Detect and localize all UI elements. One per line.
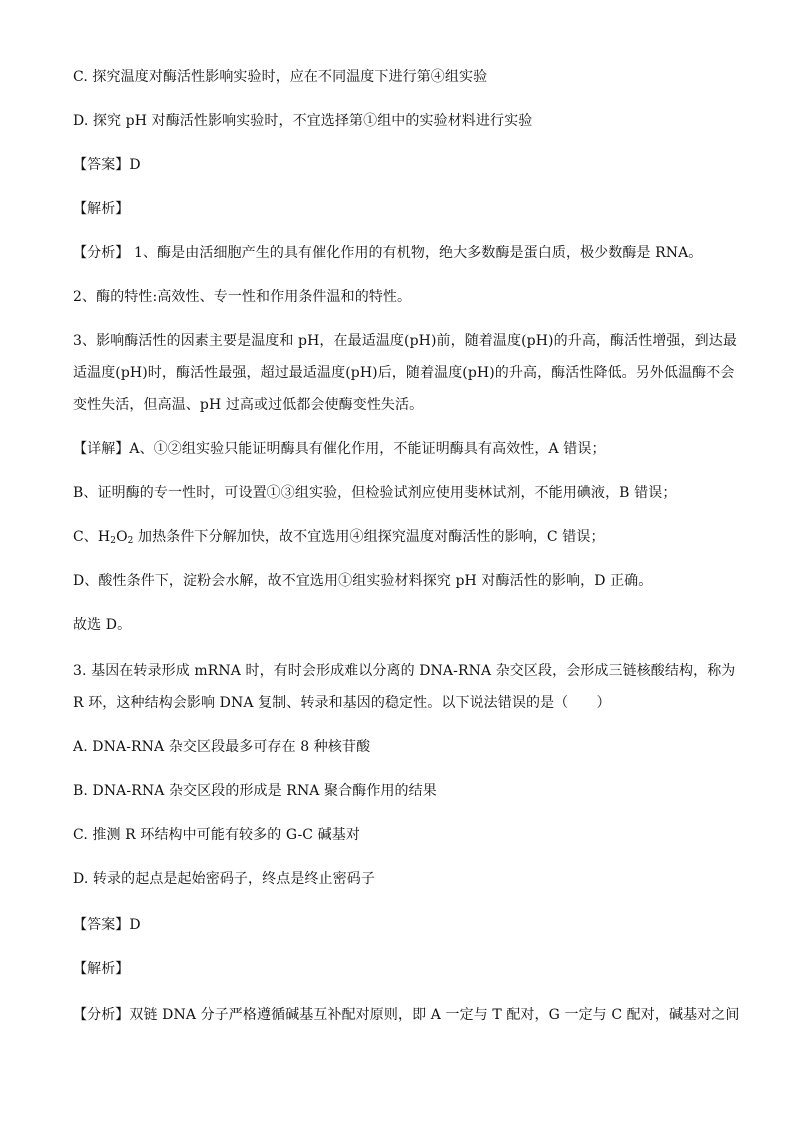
option-b-q3: B. DNA-RNA 杂交区段的形成是 RNA 聚合酶作用的结果 <box>73 783 437 799</box>
conclusion-q2: 故选 D。 <box>73 617 132 633</box>
answer-q3: 【答案】D <box>73 917 141 933</box>
detail-c-pre: C、H <box>73 529 111 545</box>
detail-b: B、证明酶的专一性时，可设置①③组实验，但检验试剂应使用斐林试剂，不能用碘液，B 错误； <box>73 485 677 501</box>
analysis-heading-q2: 【解析】 <box>73 201 130 217</box>
option-d-q3: D. 转录的起点是起始密码子，终点是终止密码子 <box>73 871 375 887</box>
option-a-q3: A. DNA-RNA 杂交区段最多可存在 8 种核苷酸 <box>73 739 371 755</box>
detail-c-sub-2: 2 <box>127 536 134 546</box>
option-c-q3: C. 推测 R 环结构中可能有较多的 G-C 碱基对 <box>73 827 360 843</box>
question-3-line-1: 3. 基因在转录形成 mRNA 时，有时会形成难以分离的 DNA-RNA 杂交区段，会形成三链核酸结构，称为 <box>73 663 736 679</box>
detail-c-mid: O <box>116 529 128 545</box>
analysis-para-3-line-3: 变性失活，但高温、pH 过高或过低都会使酶变性失活。 <box>73 397 424 413</box>
analysis-heading-q3: 【解析】 <box>73 961 130 977</box>
option-c-q2: C. 探究温度对酶活性影响实验时，应在不同温度下进行第④组实验 <box>73 69 488 85</box>
analysis-para-2: 2、酶的特性:高效性、专一性和作用条件温和的特性。 <box>73 289 412 305</box>
detail-c <box>73 526 746 548</box>
analysis-para-1: 【分析】 1、酶是由活细胞产生的具有催化作用的有机物，绝大多数酶是蛋白质，极少数酶是 RNA。 <box>73 245 703 261</box>
answer-q2: 【答案】D <box>73 157 141 173</box>
detail-c-post: 加热条件下分解加快，故不宜选用④组探究温度对酶活性的影响，C 错误； <box>133 529 605 545</box>
detail-a: 【详解】A、①②组实验只能证明酶具有催化作用，不能证明酶具有高效性，A 错误； <box>73 441 606 457</box>
analysis-q3-line-1: 【分析】双链 DNA 分子严格遵循碱基互补配对原则，即 A 一定与 T 配对，G 一定与 C 配对，碱基对之间 <box>73 1007 740 1023</box>
analysis-para-3-line-2: 适温度(pH)时，酶活性最强，超过最适温度(pH)后，随着温度(pH)的升高，酶活性降低。另外低温酶不会 <box>73 365 735 381</box>
question-3-line-2: R 环，这种结构会影响 DNA 复制、转录和基因的稳定性。以下说法错误的是（ ） <box>73 695 611 711</box>
analysis-para-3-line-1: 3、影响酶活性的因素主要是温度和 pH，在最适温度(pH)前，随着温度(pH)的升高，酶活性增强，到达最 <box>73 333 737 349</box>
detail-c-sub-1: 2 <box>110 536 117 546</box>
option-d-q2: D. 探究 pH 对酶活性影响实验时，不宜选择第①组中的实验材料进行实验 <box>73 113 533 129</box>
detail-d: D、酸性条件下，淀粉会水解，故不宜选用①组实验材料探究 pH 对酶活性的影响，D 正确。 <box>73 573 653 589</box>
